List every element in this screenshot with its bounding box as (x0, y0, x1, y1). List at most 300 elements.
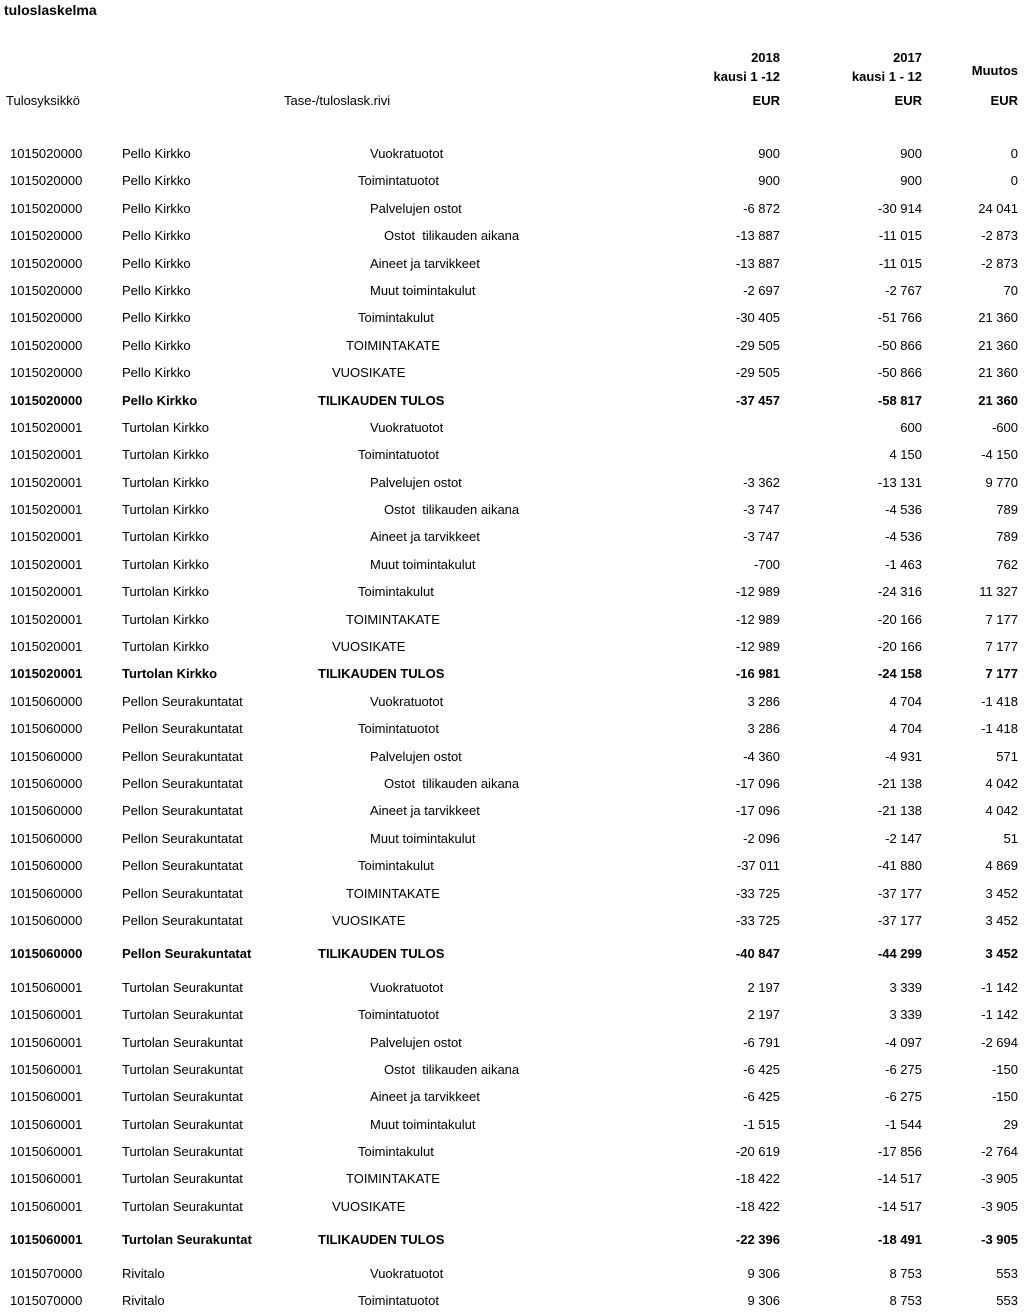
account-name: TILIKAUDEN TULOS (318, 666, 445, 682)
value-change: -1 142 (981, 1007, 1018, 1023)
table-row (0, 715, 1024, 742)
value-2018: 900 (758, 173, 780, 189)
table-row (0, 1165, 1024, 1192)
value-change: 7 177 (985, 666, 1018, 682)
table-row (0, 633, 1024, 660)
header-2017-year: 2017 (893, 50, 922, 65)
value-change: 24 041 (978, 200, 1018, 216)
account-name: Palvelujen ostot (370, 1034, 462, 1050)
unit-code: 1015020001 (10, 419, 83, 435)
table-row (0, 974, 1024, 1001)
value-2017: -11 015 (878, 255, 922, 271)
value-change: 762 (996, 556, 1018, 572)
unit-name: Turtolan Kirkko (122, 556, 209, 572)
account-name: Toimintakulut (358, 1144, 434, 1160)
account-name: Vuokratuotot (370, 979, 444, 995)
value-2018: -40 847 (735, 946, 780, 962)
unit-code: 1015020000 (10, 337, 83, 353)
value-2017: -21 138 (877, 775, 922, 791)
header-2017-period: kausi 1 - 12 (851, 69, 922, 84)
value-change: -3 905 (981, 1232, 1018, 1248)
unit-code: 1015020001 (10, 556, 83, 572)
unit-code: 1015060001 (10, 1116, 83, 1132)
value-change: -150 (991, 1061, 1018, 1077)
unit-name: Pellon Seurakuntatat (122, 803, 243, 819)
table-row (0, 277, 1024, 304)
value-2018: -33 725 (735, 912, 780, 928)
value-change: 0 (1010, 146, 1018, 161)
value-2017: 4 704 (889, 721, 922, 737)
unit-name: Pellon Seurakuntatat (122, 721, 243, 737)
value-2017: -51 766 (877, 310, 922, 326)
value-change: 789 (996, 529, 1018, 545)
unit-code: 1015020000 (10, 255, 83, 271)
account-name: Muut toimintakulut (370, 556, 476, 572)
value-2017: -2 147 (885, 830, 922, 846)
unit-name: Turtolan Kirkko (122, 529, 209, 545)
value-2017: 3 339 (889, 979, 922, 995)
unit-code: 1015020001 (10, 666, 83, 682)
value-change: 51 (1003, 830, 1018, 846)
unit-name: Pellon Seurakuntatat (122, 830, 243, 846)
unit-name: Pellon Seurakuntatat (122, 748, 243, 764)
header-2018-period: kausi 1 -12 (713, 69, 780, 84)
header-2018-year: 2018 (751, 50, 780, 65)
value-2018: 3 286 (747, 693, 780, 709)
value-2017: -14 517 (877, 1198, 922, 1214)
value-2018: -18 422 (735, 1171, 780, 1187)
unit-name: Turtolan Seurakuntat (122, 1061, 243, 1077)
value-2018: 900 (758, 146, 780, 161)
value-change: -2 764 (981, 1144, 1018, 1160)
table-row (0, 907, 1024, 934)
value-2017: 8 753 (889, 1293, 922, 1309)
value-2018: -12 989 (735, 611, 780, 627)
table-row (0, 770, 1024, 797)
value-2018: -17 096 (735, 775, 780, 791)
value-change: -1 418 (981, 721, 1018, 737)
value-2018: 9 306 (747, 1293, 780, 1309)
table-row (0, 940, 1024, 967)
value-2018: -6 425 (743, 1061, 780, 1077)
unit-code: 1015020000 (10, 365, 83, 381)
value-2018: -4 360 (743, 748, 780, 764)
account-name: Toimintatuotot (358, 1293, 439, 1309)
value-2018: -17 096 (735, 803, 780, 819)
account-name: TOIMINTAKATE (346, 611, 440, 627)
account-name: Ostot tilikauden aikana (384, 775, 520, 791)
unit-name: Turtolan Seurakuntat (122, 1089, 243, 1105)
account-name: TILIKAUDEN TULOS (318, 946, 445, 962)
value-change: 789 (996, 502, 1018, 518)
unit-name: Pello Kirkko (122, 228, 191, 244)
unit-code: 1015060000 (10, 858, 83, 874)
account-name: Toimintatuotot (358, 1007, 439, 1023)
table-row (0, 222, 1024, 249)
unit-name: Turtolan Kirkko (122, 666, 218, 682)
unit-code: 1015020000 (10, 173, 83, 189)
unit-name: Pellon Seurakuntatat (122, 912, 243, 928)
account-name: Toimintatuotot (358, 173, 439, 189)
value-2018: -37 457 (735, 392, 780, 408)
account-name: Ostot tilikauden aikana (384, 1061, 520, 1077)
table-row (0, 1029, 1024, 1056)
table-row (0, 1260, 1024, 1287)
unit-name: Turtolan Kirkko (122, 639, 209, 655)
value-change: -4 150 (981, 447, 1018, 463)
value-2017: -50 866 (877, 365, 922, 381)
value-change: -600 (991, 419, 1018, 435)
account-name: Palvelujen ostot (370, 474, 462, 490)
value-change: 29 (1003, 1116, 1018, 1132)
unit-code: 1015060000 (10, 693, 83, 709)
account-name: Ostot tilikauden aikana (384, 502, 520, 518)
value-2018: -20 619 (735, 1144, 780, 1160)
value-2018: -13 887 (735, 255, 780, 271)
unit-name: Rivitalo (122, 1293, 165, 1309)
value-change: -1 418 (981, 693, 1018, 709)
account-name: Toimintakulut (358, 584, 434, 600)
unit-name: Pellon Seurakuntatat (122, 858, 243, 874)
value-change: 21 360 (978, 365, 1018, 381)
table-row (0, 1001, 1024, 1028)
account-name: Muut toimintakulut (370, 1116, 476, 1132)
table-row (0, 880, 1024, 907)
unit-code: 1015020000 (10, 146, 83, 161)
value-change: 21 360 (978, 310, 1018, 326)
unit-name: Turtolan Kirkko (122, 474, 209, 490)
account-name: VUOSIKATE (332, 639, 406, 655)
account-name: VUOSIKATE (332, 1198, 406, 1214)
table-row (0, 825, 1024, 852)
table-row (0, 606, 1024, 633)
unit-code: 1015020001 (10, 584, 83, 600)
account-name: Muut toimintakulut (370, 282, 476, 298)
unit-name: Pellon Seurakuntatat (122, 775, 243, 791)
unit-code: 1015060001 (10, 1034, 83, 1050)
unit-code: 1015070000 (10, 1265, 83, 1281)
value-change: -2 873 (981, 255, 1018, 271)
unit-code: 1015020001 (10, 474, 83, 490)
unit-code: 1015020001 (10, 447, 83, 463)
unit-name: Turtolan Kirkko (122, 502, 209, 518)
value-2017: -20 166 (877, 611, 922, 627)
table-row (0, 743, 1024, 770)
account-name: Toimintakulut (358, 858, 434, 874)
unit-code: 1015060001 (10, 1144, 83, 1160)
value-2018: -6 425 (743, 1089, 780, 1105)
value-2017: -44 299 (877, 946, 922, 962)
value-2017: -24 316 (877, 584, 922, 600)
unit-name: Turtolan Seurakuntat (122, 1232, 252, 1248)
value-change: 553 (996, 1265, 1018, 1281)
value-2017: 4 150 (889, 447, 922, 463)
account-name: VUOSIKATE (332, 912, 406, 928)
value-2018: -13 887 (735, 228, 780, 244)
value-2017: -6 275 (885, 1061, 922, 1077)
unit-code: 1015020000 (10, 310, 83, 326)
unit-name: Turtolan Seurakuntat (122, 1116, 243, 1132)
account-name: Vuokratuotot (370, 419, 444, 435)
unit-name: Pello Kirkko (122, 337, 191, 353)
value-2018: 2 197 (747, 1007, 780, 1023)
value-change: 9 770 (985, 474, 1018, 490)
value-2018: -3 362 (743, 474, 780, 490)
unit-code: 1015060001 (10, 1171, 83, 1187)
unit-code: 1015020001 (10, 502, 83, 518)
account-name: TOIMINTAKATE (346, 885, 440, 901)
value-change: 553 (996, 1293, 1018, 1309)
value-change: 7 177 (985, 639, 1018, 655)
value-2017: -37 177 (877, 885, 922, 901)
unit-name: Turtolan Seurakuntat (122, 979, 243, 995)
table-row (0, 441, 1024, 468)
unit-name: Pello Kirkko (122, 365, 191, 381)
unit-code: 1015060000 (10, 721, 83, 737)
unit-code: 1015070000 (10, 1293, 83, 1309)
table-row (0, 1056, 1024, 1083)
unit-code: 1015060000 (10, 885, 83, 901)
unit-name: Pello Kirkko (122, 146, 191, 161)
value-2018: -22 396 (735, 1232, 780, 1248)
value-2017: -50 866 (877, 337, 922, 353)
table-row (0, 578, 1024, 605)
table-row (0, 359, 1024, 386)
value-2017: -41 880 (877, 858, 922, 874)
table-row (0, 1083, 1024, 1110)
unit-code: 1015020001 (10, 611, 83, 627)
value-change: 4 042 (985, 775, 1018, 791)
account-name: Aineet ja tarvikkeet (370, 255, 480, 271)
unit-code: 1015060001 (10, 1089, 83, 1105)
value-2018: -12 989 (735, 584, 780, 600)
unit-code: 1015060001 (10, 1198, 83, 1214)
account-name: Muut toimintakulut (370, 830, 476, 846)
value-2017: -21 138 (877, 803, 922, 819)
table-row (0, 688, 1024, 715)
unit-name: Pello Kirkko (122, 255, 191, 271)
value-2017: -6 275 (885, 1089, 922, 1105)
value-2017: -4 931 (885, 748, 922, 764)
account-name: Palvelujen ostot (370, 748, 462, 764)
value-2017: -11 015 (878, 228, 922, 244)
table-row (0, 250, 1024, 277)
value-2017: -20 166 (877, 639, 922, 655)
unit-name: Turtolan Kirkko (122, 419, 209, 435)
unit-name: Pello Kirkko (122, 282, 191, 298)
value-2018: -12 989 (735, 639, 780, 655)
value-change: 4 869 (985, 858, 1018, 874)
value-change: -2 694 (981, 1034, 1018, 1050)
account-name: Toimintatuotot (358, 721, 439, 737)
value-change: -3 905 (981, 1198, 1018, 1214)
value-change: 3 452 (985, 885, 1018, 901)
table-row (0, 1111, 1024, 1138)
table-row (0, 387, 1024, 414)
value-2017: -4 536 (885, 529, 922, 545)
value-change: -1 142 (981, 979, 1018, 995)
unit-code: 1015020000 (10, 228, 83, 244)
value-2018: -700 (753, 556, 780, 572)
value-2018: -3 747 (743, 502, 780, 518)
value-2018: 3 286 (747, 721, 780, 737)
table-row (0, 1287, 1024, 1314)
unit-code: 1015020001 (10, 529, 83, 545)
unit-code: 1015020000 (10, 392, 83, 408)
value-2018: 9 306 (747, 1265, 780, 1281)
account-name: TOIMINTAKATE (346, 337, 440, 353)
value-2017: 900 (900, 146, 922, 161)
table-row (0, 1226, 1024, 1253)
table-row (0, 332, 1024, 359)
value-2018: -2 096 (743, 830, 780, 846)
header-change-currency: EUR (990, 93, 1018, 108)
table-row (0, 167, 1024, 194)
value-change: 7 177 (985, 611, 1018, 627)
value-2018: -3 747 (743, 529, 780, 545)
value-change: 4 042 (985, 803, 1018, 819)
value-change: -3 905 (981, 1171, 1018, 1187)
unit-name: Pello Kirkko (122, 173, 191, 189)
table-row (0, 195, 1024, 222)
unit-code: 1015060000 (10, 775, 83, 791)
value-2017: -1 463 (885, 556, 922, 572)
unit-code: 1015060001 (10, 1232, 83, 1248)
account-name: VUOSIKATE (332, 365, 406, 381)
value-2018: -37 011 (736, 858, 780, 874)
value-2017: 600 (900, 419, 922, 435)
account-name: Aineet ja tarvikkeet (370, 803, 480, 819)
unit-name: Turtolan Seurakuntat (122, 1198, 243, 1214)
value-change: -150 (991, 1089, 1018, 1105)
account-name: Vuokratuotot (370, 693, 444, 709)
unit-name: Pello Kirkko (122, 200, 191, 216)
value-change: 3 452 (985, 946, 1018, 962)
unit-name: Turtolan Seurakuntat (122, 1007, 243, 1023)
account-name: Toimintatuotot (358, 447, 439, 463)
table-row (0, 469, 1024, 496)
unit-code: 1015020000 (10, 282, 83, 298)
value-2017: -1 544 (885, 1116, 922, 1132)
value-change: 21 360 (978, 337, 1018, 353)
value-change: 3 452 (985, 912, 1018, 928)
table-row (0, 414, 1024, 441)
value-2018: 2 197 (747, 979, 780, 995)
value-2018: -33 725 (735, 885, 780, 901)
header-2017-currency: EUR (894, 93, 922, 108)
value-2017: -17 856 (877, 1144, 922, 1160)
header-2018-currency: EUR (752, 93, 780, 108)
value-change: 21 360 (978, 392, 1018, 408)
unit-name: Turtolan Kirkko (122, 447, 209, 463)
value-2018: -18 422 (735, 1198, 780, 1214)
value-2017: 8 753 (889, 1265, 922, 1281)
account-name: Ostot tilikauden aikana (384, 228, 520, 244)
header-unit: Tulosyksikkö (6, 93, 80, 108)
unit-code: 1015060000 (10, 803, 83, 819)
account-name: Vuokratuotot (370, 146, 444, 161)
unit-code: 1015020000 (10, 200, 83, 216)
value-2018: -30 405 (735, 310, 780, 326)
value-2017: -13 131 (877, 474, 922, 490)
value-2017: 900 (900, 173, 922, 189)
value-2017: -4 536 (885, 502, 922, 518)
table-row (0, 304, 1024, 331)
table-row (0, 551, 1024, 578)
table-row (0, 523, 1024, 550)
value-2017: -58 817 (877, 392, 922, 408)
page-title: tuloslaskelma (4, 2, 97, 18)
value-2018: -16 981 (735, 666, 780, 682)
table-row (0, 140, 1024, 167)
value-change: 70 (1003, 282, 1018, 298)
account-name: TILIKAUDEN TULOS (318, 392, 445, 408)
unit-name: Turtolan Seurakuntat (122, 1144, 243, 1160)
value-change: 11 327 (979, 584, 1018, 600)
unit-name: Turtolan Kirkko (122, 611, 209, 627)
unit-name: Turtolan Seurakuntat (122, 1034, 243, 1050)
value-2017: -18 491 (877, 1232, 922, 1248)
unit-code: 1015060000 (10, 912, 83, 928)
table-row (0, 496, 1024, 523)
table-row (0, 797, 1024, 824)
table-row (0, 852, 1024, 879)
unit-code: 1015060001 (10, 979, 83, 995)
value-2017: -4 097 (885, 1034, 922, 1050)
value-2018: -6 791 (743, 1034, 780, 1050)
account-name: Aineet ja tarvikkeet (370, 529, 480, 545)
table-row (0, 660, 1024, 687)
unit-name: Turtolan Seurakuntat (122, 1171, 243, 1187)
unit-name: Turtolan Kirkko (122, 584, 209, 600)
unit-name: Pellon Seurakuntatat (122, 946, 252, 962)
value-2018: -6 872 (743, 200, 780, 216)
value-2017: -2 767 (885, 282, 922, 298)
header-change-label: Muutos (971, 63, 1018, 78)
table-row (0, 1193, 1024, 1220)
value-2017: 3 339 (889, 1007, 922, 1023)
value-2017: -37 177 (877, 912, 922, 928)
account-name: Aineet ja tarvikkeet (370, 1089, 480, 1105)
value-2018: -29 505 (735, 365, 780, 381)
value-2018: -1 515 (743, 1116, 780, 1132)
account-name: Vuokratuotot (370, 1265, 444, 1281)
value-2018: -2 697 (743, 282, 780, 298)
value-2017: -30 914 (877, 200, 922, 216)
unit-code: 1015060001 (10, 1007, 83, 1023)
unit-code: 1015020001 (10, 639, 83, 655)
unit-name: Rivitalo (122, 1265, 165, 1281)
header-account: Tase-/tuloslask.rivi (284, 93, 391, 108)
value-2017: -14 517 (877, 1171, 922, 1187)
table-row (0, 1138, 1024, 1165)
account-name: Palvelujen ostot (370, 200, 462, 216)
account-name: TILIKAUDEN TULOS (318, 1232, 445, 1248)
unit-name: Pello Kirkko (122, 310, 191, 326)
account-name: TOIMINTAKATE (346, 1171, 440, 1187)
value-change: 0 (1010, 173, 1018, 189)
value-2017: -24 158 (877, 666, 922, 682)
value-change: -2 873 (981, 228, 1018, 244)
unit-code: 1015060000 (10, 830, 83, 846)
unit-code: 1015060001 (10, 1061, 83, 1077)
value-2018: -29 505 (735, 337, 780, 353)
account-name: Toimintakulut (358, 310, 434, 326)
value-change: 571 (996, 748, 1018, 764)
value-2017: 4 704 (889, 693, 922, 709)
unit-name: Pellon Seurakuntatat (122, 885, 243, 901)
unit-code: 1015060000 (10, 946, 83, 962)
